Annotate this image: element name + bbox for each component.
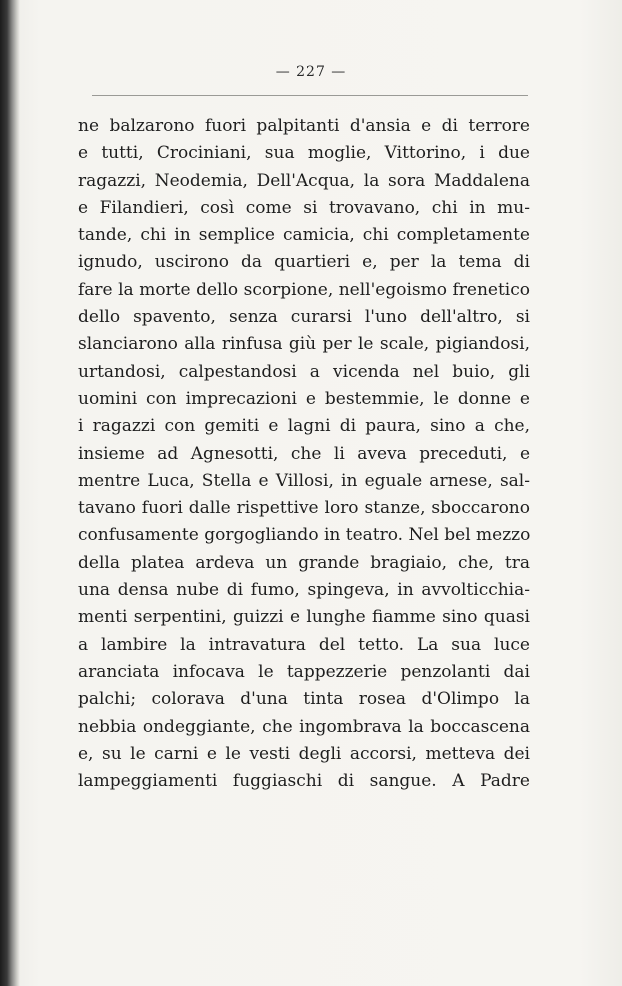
text-line: una densa nube di fumo, spingeva, in avvolticchia-: [78, 580, 530, 601]
text-line: tavano fuori dalle rispettive loro stanze, sboccarono: [78, 498, 530, 519]
text-line: palchi; colorava d'una tinta rosea d'Olimpo la: [78, 689, 530, 710]
text-line: confusamente gorgogliando in teatro. Nel bel mezzo: [78, 525, 530, 546]
text-line: insieme ad Agnesotti, che li aveva preceduti, e: [78, 443, 530, 464]
text-line: i ragazzi con gemiti e lagni di paura, sino a che,: [78, 416, 530, 437]
text-line: e, su le carni e le vesti degli accorsi, metteva dei: [78, 743, 530, 764]
page-number: — 227 —: [275, 64, 347, 80]
text-line: dello spavento, senza curarsi l'uno dell'altro, si: [78, 307, 530, 328]
body-text: [78, 113, 530, 795]
text-line: slanciarono alla rinfusa giù per le scale, pigiandosi,: [78, 334, 530, 355]
header-rule: [92, 95, 528, 96]
text-line: e tutti, Crociniani, sua moglie, Vittorino, i due: [78, 143, 530, 164]
book-binding-edge: [0, 0, 20, 986]
text-line: fare la morte dello scorpione, nell'egoismo frenetico: [78, 279, 530, 300]
text-line: della platea ardeva un grande bragiaio, che, tra: [78, 552, 530, 573]
text-line: mentre Luca, Stella e Villosi, in eguale arnese, sal-: [78, 470, 530, 491]
text-line: tande, chi in semplice camicia, chi completamente: [78, 225, 530, 246]
text-line: ne balzarono fuori palpitanti d'ansia e di terrore: [78, 116, 530, 136]
text-line: urtandosi, calpestandosi a vicenda nel buio, gli: [78, 361, 530, 382]
text-line: lampeggiamenti fuggiaschi di sangue. A Padre: [78, 771, 530, 792]
text-line: e Filandieri, così come si trovavano, chi in mu-: [78, 197, 530, 218]
text-line: aranciata infocava le tappezzerie penzolanti dai: [78, 661, 530, 682]
text-line: ragazzi, Neodemia, Dell'Acqua, la sora Maddalena: [78, 170, 530, 191]
text-line: menti serpentini, guizzi e lunghe fiamme sino quasi: [78, 607, 530, 628]
text-line: a lambire la intravatura del tetto. La sua luce: [78, 634, 530, 655]
text-line: ignudo, uscirono da quartieri e, per la tema di: [78, 252, 530, 273]
text-line: nebbia ondeggiante, che ingombrava la boccascena: [78, 716, 530, 737]
text-line: uomini con imprecazioni e bestemmie, le donne e: [78, 388, 530, 409]
